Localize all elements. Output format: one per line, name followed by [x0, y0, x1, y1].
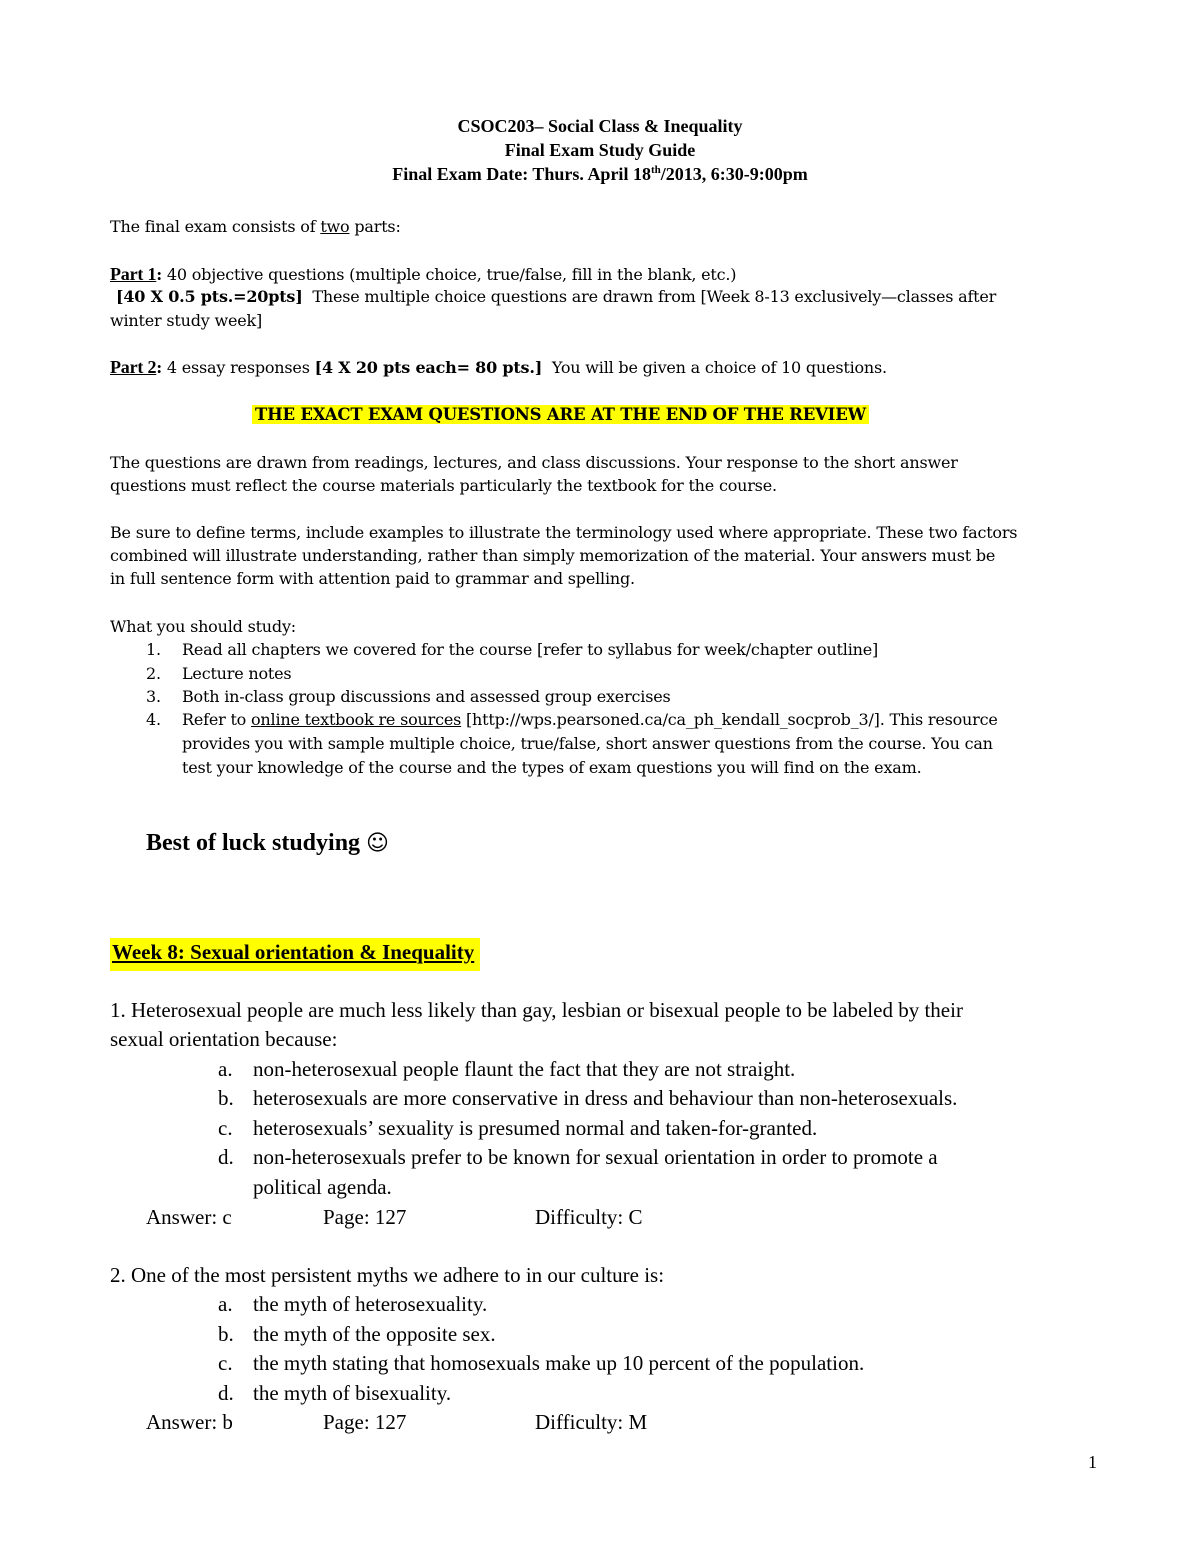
q1-option-b-letter: b.	[218, 1086, 234, 1110]
para2-line1: Be sure to define terms, include examples to illustrate the terminology used where appropriate. These two factors	[110, 523, 1018, 542]
para2-line2: combined will illustrate understanding, rather than simply memorization of the material. Your answers must be	[110, 546, 996, 565]
q2-option-a-letter: a.	[218, 1292, 233, 1316]
para1-line1: The questions are drawn from readings, lectures, and class discussions. Your response to the short answer	[110, 453, 958, 472]
online-textbook-link[interactable]: online textbook re sources	[251, 710, 462, 729]
q2-option-b-letter: b.	[218, 1322, 234, 1346]
q2-stem: 2. One of the most persistent myths we adhere to in our culture is:	[110, 1263, 665, 1287]
study-item-4-line2: provides you with sample multiple choice, true/false, short answer questions from the course. You can	[182, 734, 993, 753]
q1-stem-line1: 1. Heterosexual people are much less likely than gay, lesbian or bisexual people to be labeled by their	[110, 998, 963, 1022]
part2-label: Part 2	[110, 357, 157, 377]
q1-option-a-letter: a.	[218, 1057, 233, 1081]
part1-text: 40 objective questions (multiple choice, true/false, fill in the blank, etc.)	[162, 265, 737, 284]
part1-label: Part 1	[110, 264, 157, 284]
study-heading: What you should study:	[110, 617, 296, 636]
exam-questions-notice: THE EXACT EXAM QUESTIONS ARE AT THE END OF THE REVIEW	[252, 405, 869, 424]
q2-option-c: the myth stating that homosexuals make up 10 percent of the population.	[253, 1351, 865, 1375]
study-item-4	[182, 710, 998, 729]
q2-option-a: the myth of heterosexuality.	[253, 1292, 488, 1316]
part1-points-line	[116, 287, 996, 306]
page-number: 1	[1088, 1452, 1097, 1472]
part1-colon: :	[156, 265, 162, 284]
exam-parts-intro	[110, 217, 401, 236]
q1-option-c: heterosexuals’ sexuality is presumed normal and taken-for-granted.	[253, 1116, 818, 1140]
part1-points: [40 X 0.5 pts.=20pts]	[116, 287, 303, 306]
exam-date-sup: th	[650, 164, 661, 176]
part1-desc: These multiple choice questions are drawn from [Week 8-13 exclusively—classes after	[312, 287, 997, 306]
q1-option-d-letter: d.	[218, 1145, 234, 1169]
q1-option-d-line2: political agenda.	[253, 1175, 392, 1199]
para2-line3: in full sentence form with attention paid to grammar and spelling.	[110, 569, 635, 588]
study-item-3: Both in-class group discussions and assessed group exercises	[182, 687, 671, 706]
q2-option-b: the myth of the opposite sex.	[253, 1322, 496, 1346]
best-of-luck	[146, 830, 389, 857]
exam-date-prefix: Final Exam Date: Thurs. April 18	[392, 164, 651, 184]
week8-heading: Week 8: Sexual orientation & Inequality	[110, 938, 480, 971]
part1-desc-cont: winter study week]	[110, 311, 263, 330]
intro-text-end: parts:	[349, 217, 401, 236]
part2-text: 4 essay responses	[162, 358, 315, 377]
exam-date-suffix: /2013, 6:30-9:00pm	[660, 164, 808, 184]
intro-text: The final exam consists of	[110, 217, 321, 236]
q1-page: Page: 127	[323, 1205, 407, 1229]
q1-option-b: heterosexuals are more conservative in dress and behaviour than non-heterosexuals.	[253, 1086, 958, 1110]
study-item-4-post: [http://wps.pearsoned.ca/ca_ph_kendall_socprob_3/]. This resource	[461, 710, 998, 729]
part2-desc: You will be given a choice of 10 questions.	[551, 358, 887, 377]
part1-line	[110, 264, 736, 285]
study-item-1: Read all chapters we covered for the course [refer to syllabus for week/chapter outline]	[182, 640, 879, 659]
course-title: CSOC203– Social Class & Inequality	[457, 116, 743, 136]
q2-option-d-letter: d.	[218, 1381, 234, 1405]
part2-points: [4 X 20 pts each= 80 pts.]	[314, 358, 543, 377]
q1-difficulty: Difficulty: C	[535, 1205, 643, 1229]
q1-stem-line2: sexual orientation because:	[110, 1027, 338, 1051]
intro-two: two	[320, 217, 350, 236]
study-item-2-num: 2.	[146, 664, 161, 683]
study-item-2: Lecture notes	[182, 664, 292, 683]
best-of-luck-text: Best of luck studying	[146, 830, 361, 856]
smiley-icon: ☺	[366, 831, 389, 856]
para1-line2: questions must reflect the course materials particularly the textbook for the course.	[110, 476, 777, 495]
study-item-4-pre: Refer to	[182, 710, 251, 729]
q1-option-c-letter: c.	[218, 1116, 233, 1140]
q2-option-d: the myth of bisexuality.	[253, 1381, 452, 1405]
q1-option-d: non-heterosexuals prefer to be known for sexual orientation in order to promote a	[253, 1145, 938, 1169]
part2-colon: :	[156, 358, 162, 377]
q1-answer: Answer: c	[146, 1205, 232, 1229]
study-item-4-num: 4.	[146, 710, 161, 729]
q1-option-a: non-heterosexual people flaunt the fact that they are not straight.	[253, 1057, 796, 1081]
exam-date	[0, 164, 1200, 185]
guide-title: Final Exam Study Guide	[504, 140, 696, 160]
part2-line	[110, 357, 887, 378]
q2-option-c-letter: c.	[218, 1351, 233, 1375]
study-item-4-line3: test your knowledge of the course and the types of exam questions you will find on the exam.	[182, 758, 922, 777]
study-item-1-num: 1.	[146, 640, 161, 659]
q2-answer: Answer: b	[146, 1410, 233, 1434]
q2-difficulty: Difficulty: M	[535, 1410, 648, 1434]
study-item-3-num: 3.	[146, 687, 161, 706]
q2-page: Page: 127	[323, 1410, 407, 1434]
